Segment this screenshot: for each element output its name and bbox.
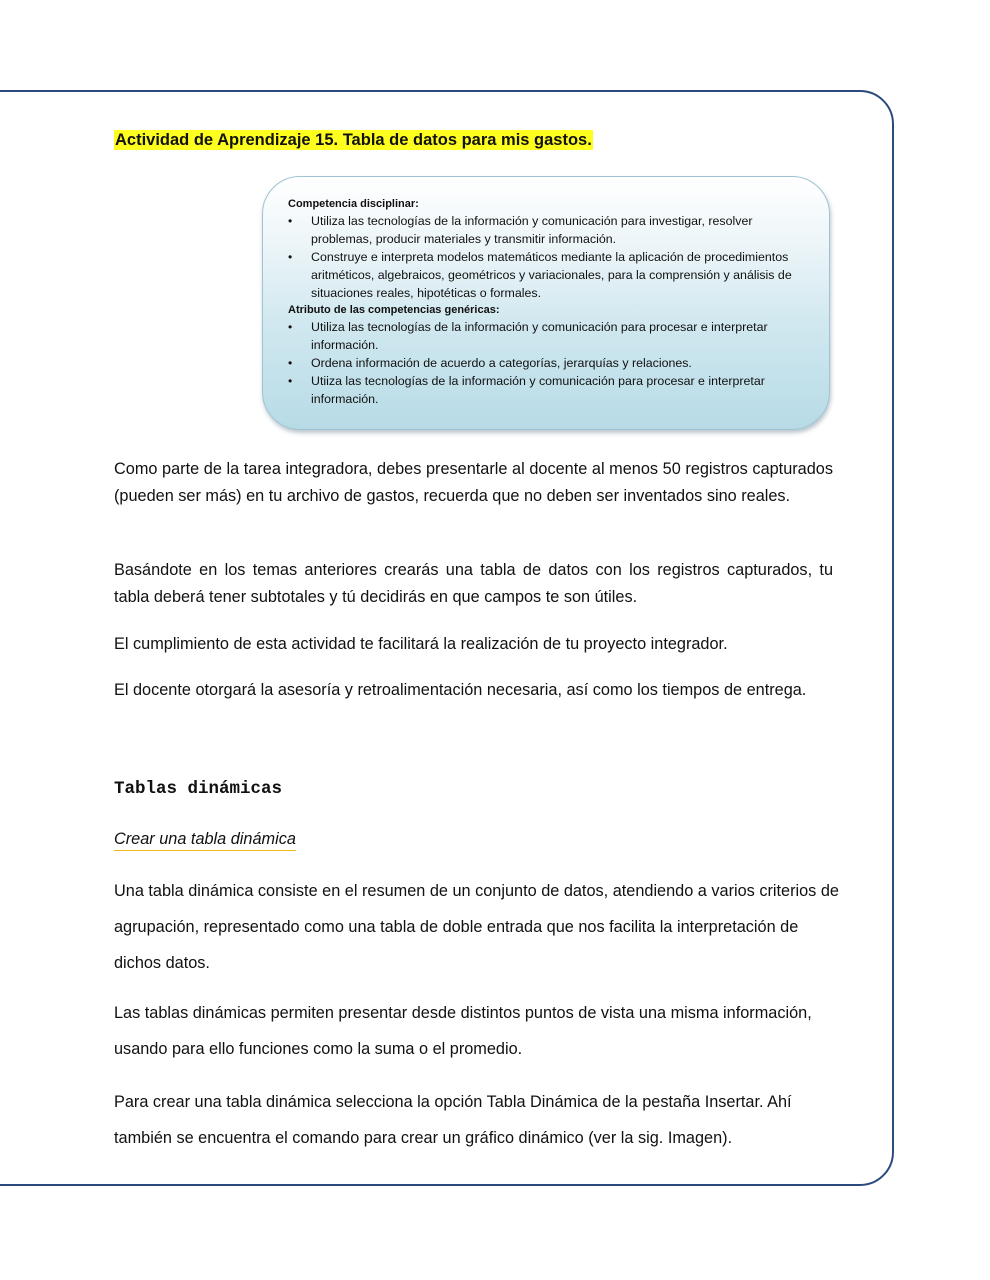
- generic-competency-title: Atributo de las competencias genéricas:: [288, 304, 500, 316]
- bullet-icon: •: [288, 214, 293, 228]
- bullet-icon: •: [288, 374, 293, 388]
- bullet-icon: •: [288, 320, 293, 334]
- paragraph-pivot-views: Las tablas dinámicas permiten presentar desde distintos puntos de vista una misma información, usando para ello funciones como la suma o el promedio.: [114, 1004, 812, 1058]
- disciplinary-competency-title: Competencia disciplinar:: [288, 198, 419, 210]
- bullet-icon: •: [288, 250, 293, 264]
- section-heading: Tablas dinámicas: [114, 779, 283, 799]
- generic-competency-list: [288, 318, 807, 408]
- paragraph-pivot-create: Para crear una tabla dinámica selecciona la opción Tabla Dinámica de la pestaña Insertar. Ahí también se encuentra el comando para crear un gráfico dinámico (ver la sig. Imagen).: [114, 1093, 792, 1147]
- paragraph-teacher-guidance: El docente otorgará la asesoría y retroalimentación necesaria, así como los tiempos de entrega.: [114, 681, 807, 699]
- disciplinary-competency-list: [288, 212, 807, 302]
- sub-heading: Crear una tabla dinámica: [114, 828, 296, 851]
- competency-box: [262, 176, 830, 430]
- paragraph-data-table: Basándote en los temas anteriores crearás una tabla de datos con los registros capturados, tu tabla deberá tener subtotales y tú decidirás en que campos te son útiles.: [114, 561, 833, 606]
- list-item: • Utiiza las tecnologías de la información y comunicación para procesar e interpretar información.: [288, 374, 765, 406]
- bullet-icon: •: [288, 356, 293, 370]
- paragraph-pivot-definition: Una tabla dinámica consiste en el resumen de un conjunto de datos, atendiendo a varios criterios de agrupación, representado como una tabla de doble entrada que nos facilita la interpretación de dichos datos.: [114, 882, 839, 972]
- paragraph-task-requirements: Como parte de la tarea integradora, debes presentarle al docente al menos 50 registros capturados (pueden ser más) en tu archivo de gastos, recuerda que no deben ser inventados sino reales.: [114, 460, 833, 505]
- activity-heading: Actividad de Aprendizaje 15. Tabla de datos para mis gastos.: [115, 131, 592, 149]
- paragraph-project-benefit: El cumplimiento de esta actividad te facilitará la realización de tu proyecto integrador.: [114, 635, 728, 653]
- list-item: • Ordena información de acuerdo a categorías, jerarquías y relaciones.: [288, 356, 692, 370]
- list-item: • Utiliza las tecnologías de la información y comunicación para procesar e interpretar información.: [288, 320, 768, 352]
- list-item: • Utiliza las tecnologías de la información y comunicación para investigar, resolver problemas, producir materiales y transmitir información.: [288, 214, 753, 246]
- list-item: • Construye e interpreta modelos matemáticos mediante la aplicación de procedimientos aritméticos, algebraicos, geométricos y variacionales, para la comprensión y análisis de situaciones reales, hipotéticas o formales.: [288, 250, 792, 300]
